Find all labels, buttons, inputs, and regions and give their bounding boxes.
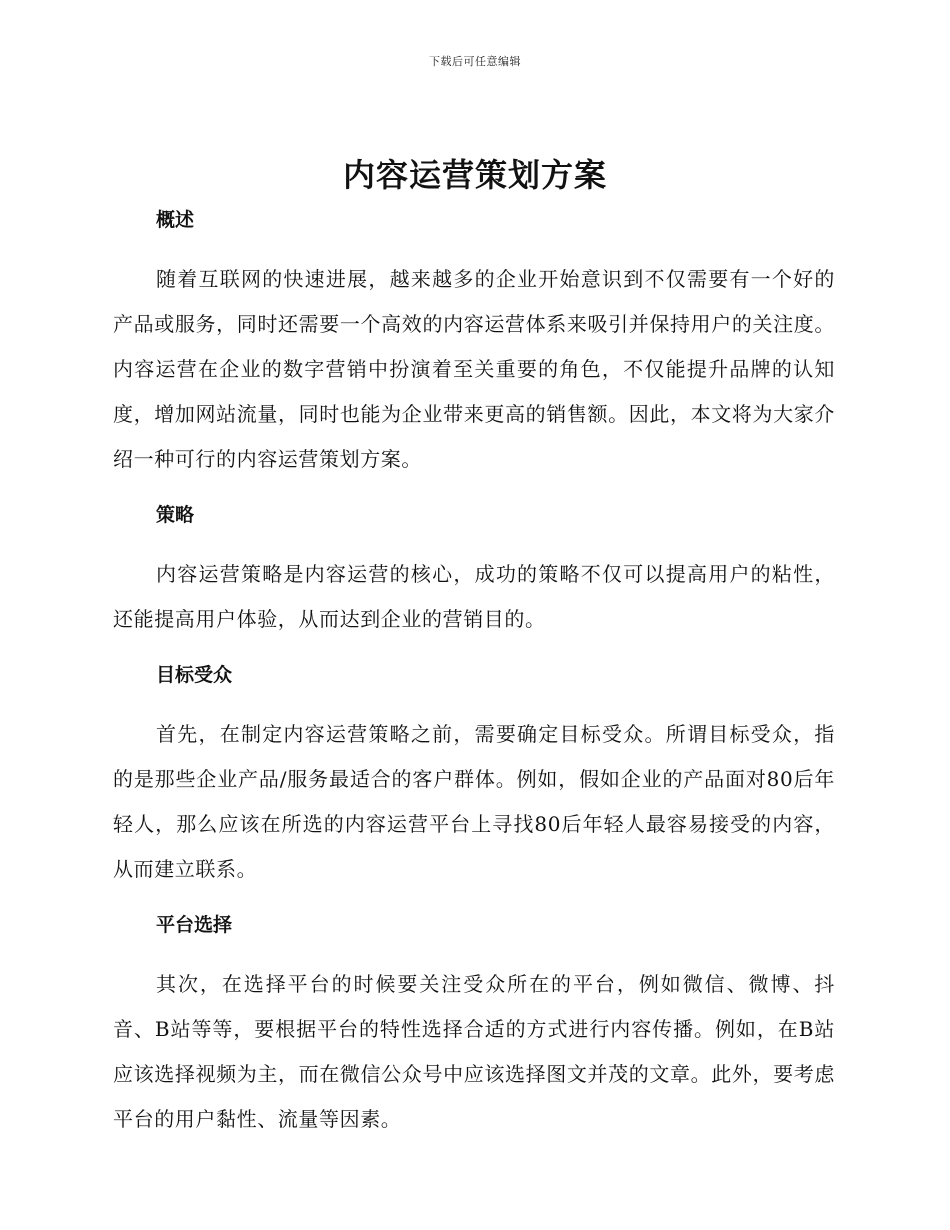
header-note: 下载后可任意编辑 bbox=[429, 55, 521, 68]
section-paragraph: 其次，在选择平台的时候要关注受众所在的平台，例如微信、微博、抖音、B站等等，要根据平台的特性选择合适的方式进行内容传播。例如，在B站应该选择视频为主，而在微信公众号中应该选择图文并茂的文章。此外，要考虑平台的用户黏性、流量等因素。 bbox=[113, 972, 835, 1131]
section-platform-selection bbox=[113, 910, 835, 1142]
section-paragraph: 首先，在制定内容运营策略之前，需要确定目标受众。所谓目标受众，指的是那些企业产品/服务最适合的客户群体。例如，假如企业的产品面对80后年轻人，那么应该在所选的内容运营平台上寻找80后年轻人最容易接受的内容，从而建立联系。 bbox=[113, 722, 835, 881]
section-paragraph: 内容运营策略是内容运营的核心，成功的策略不仅可以提高用户的粘性，还能提高用户体验，从而达到企业的营销目的。 bbox=[113, 562, 835, 631]
section-heading: 概述 bbox=[156, 209, 195, 231]
section-heading: 目标受众 bbox=[156, 664, 233, 686]
section-heading: 策略 bbox=[156, 504, 195, 526]
section-paragraph: 随着互联网的快速进展，越来越多的企业开始意识到不仅需要有一个好的产品或服务，同时还需要一个高效的内容运营体系来吸引并保持用户的关注度。内容运营在企业的数字营销中扮演着至关重要的角色，不仅能提升品牌的认知度，增加网站流量，同时也能为企业带来更高的销售额。因此，本文将为大家介绍一种可行的内容运营策划方案。 bbox=[113, 267, 835, 471]
document-body bbox=[113, 205, 835, 1142]
section-heading: 平台选择 bbox=[156, 914, 233, 936]
document-title: 内容运营策划方案 bbox=[342, 156, 607, 194]
section-overview bbox=[113, 205, 835, 500]
section-strategy bbox=[113, 500, 835, 660]
section-target-audience bbox=[113, 660, 835, 910]
